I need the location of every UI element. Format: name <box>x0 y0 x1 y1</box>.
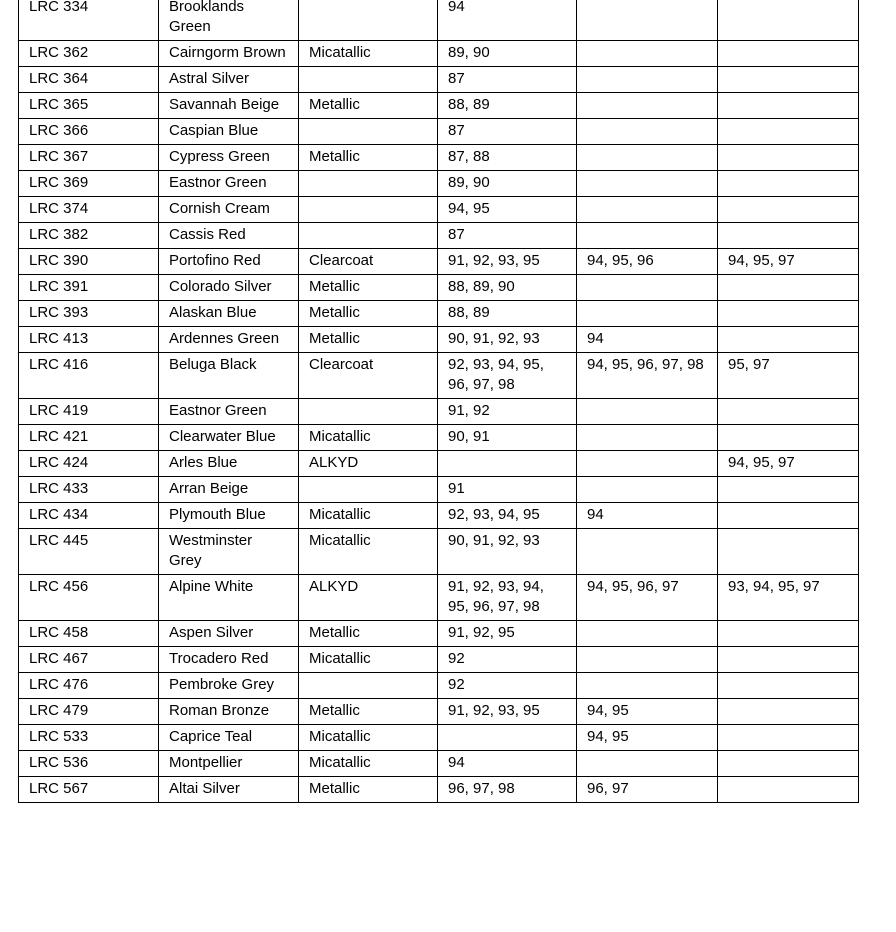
colour-name-cell: Colorado Silver <box>159 275 299 301</box>
table-row <box>19 673 859 699</box>
table-row <box>19 197 859 223</box>
finish-type-cell: Micatallic <box>299 647 438 673</box>
years-column-a-cell: 91, 92, 95 <box>438 621 577 647</box>
finish-type-cell: Micatallic <box>299 425 438 451</box>
colour-name-cell: Westminster Grey <box>159 529 299 575</box>
table-row <box>19 751 859 777</box>
years-column-a-cell: 92, 93, 94, 95 <box>438 503 577 529</box>
paint-code-cell: LRC 416 <box>19 353 159 399</box>
years-column-a-cell: 87 <box>438 223 577 249</box>
colour-name-cell: Alpine White <box>159 575 299 621</box>
years-column-a-cell: 87 <box>438 67 577 93</box>
years-column-c-cell <box>718 41 859 67</box>
table-body <box>19 0 859 803</box>
years-column-a-cell: 90, 91 <box>438 425 577 451</box>
years-column-a-cell: 92 <box>438 647 577 673</box>
colour-name-cell: Cornish Cream <box>159 197 299 223</box>
years-column-a-cell <box>438 725 577 751</box>
finish-type-cell <box>299 223 438 249</box>
paint-code-cell: LRC 369 <box>19 171 159 197</box>
finish-type-cell <box>299 673 438 699</box>
colour-name-cell: Savannah Beige <box>159 93 299 119</box>
paint-code-cell: LRC 374 <box>19 197 159 223</box>
years-column-c-cell <box>718 647 859 673</box>
finish-type-cell: Metallic <box>299 327 438 353</box>
colour-name-cell: Cassis Red <box>159 223 299 249</box>
years-column-c-cell <box>718 477 859 503</box>
finish-type-cell: Metallic <box>299 621 438 647</box>
years-column-c-cell <box>718 621 859 647</box>
years-column-c-cell <box>718 171 859 197</box>
years-column-a-cell: 88, 89, 90 <box>438 275 577 301</box>
colour-name-cell: Aspen Silver <box>159 621 299 647</box>
paint-code-cell: LRC 334 <box>19 0 159 41</box>
years-column-a-cell: 94, 95 <box>438 197 577 223</box>
paint-code-cell: LRC 536 <box>19 751 159 777</box>
finish-type-cell: ALKYD <box>299 451 438 477</box>
years-column-a-cell: 91, 92 <box>438 399 577 425</box>
finish-type-cell: Micatallic <box>299 725 438 751</box>
paint-code-table <box>18 0 859 803</box>
finish-type-cell <box>299 67 438 93</box>
table-row <box>19 93 859 119</box>
colour-name-cell: Caspian Blue <box>159 119 299 145</box>
years-column-b-cell <box>577 145 718 171</box>
paint-code-cell: LRC 366 <box>19 119 159 145</box>
finish-type-cell: Micatallic <box>299 41 438 67</box>
table-row <box>19 477 859 503</box>
years-column-a-cell: 91, 92, 93, 94, 95, 96, 97, 98 <box>438 575 577 621</box>
years-column-a-cell: 87, 88 <box>438 145 577 171</box>
table-row <box>19 145 859 171</box>
years-column-a-cell: 87 <box>438 119 577 145</box>
years-column-b-cell <box>577 93 718 119</box>
finish-type-cell: Micatallic <box>299 503 438 529</box>
paint-code-cell: LRC 476 <box>19 673 159 699</box>
paint-code-cell: LRC 362 <box>19 41 159 67</box>
colour-name-cell: Eastnor Green <box>159 399 299 425</box>
paint-code-cell: LRC 467 <box>19 647 159 673</box>
years-column-c-cell: 94, 95, 97 <box>718 249 859 275</box>
colour-name-cell: Plymouth Blue <box>159 503 299 529</box>
finish-type-cell <box>299 399 438 425</box>
paint-code-cell: LRC 567 <box>19 777 159 803</box>
finish-type-cell: Micatallic <box>299 751 438 777</box>
years-column-c-cell <box>718 777 859 803</box>
years-column-a-cell: 89, 90 <box>438 171 577 197</box>
colour-name-cell: Brooklands Green <box>159 0 299 41</box>
years-column-c-cell <box>718 673 859 699</box>
finish-type-cell: Metallic <box>299 145 438 171</box>
finish-type-cell: Clearcoat <box>299 353 438 399</box>
table-row <box>19 575 859 621</box>
paint-code-cell: LRC 456 <box>19 575 159 621</box>
table-row <box>19 0 859 41</box>
years-column-c-cell <box>718 425 859 451</box>
colour-name-cell: Cypress Green <box>159 145 299 171</box>
years-column-b-cell <box>577 171 718 197</box>
colour-name-cell: Montpellier <box>159 751 299 777</box>
colour-name-cell: Pembroke Grey <box>159 673 299 699</box>
paint-code-cell: LRC 434 <box>19 503 159 529</box>
years-column-b-cell: 94, 95 <box>577 699 718 725</box>
years-column-c-cell <box>718 751 859 777</box>
table-row <box>19 301 859 327</box>
finish-type-cell <box>299 0 438 41</box>
finish-type-cell: Micatallic <box>299 529 438 575</box>
finish-type-cell: Metallic <box>299 699 438 725</box>
years-column-c-cell: 93, 94, 95, 97 <box>718 575 859 621</box>
table-row <box>19 621 859 647</box>
table-row <box>19 353 859 399</box>
paint-code-cell: LRC 382 <box>19 223 159 249</box>
years-column-a-cell: 94 <box>438 751 577 777</box>
years-column-a-cell: 90, 91, 92, 93 <box>438 529 577 575</box>
years-column-c-cell <box>718 145 859 171</box>
years-column-b-cell: 96, 97 <box>577 777 718 803</box>
years-column-c-cell <box>718 503 859 529</box>
paint-code-cell: LRC 391 <box>19 275 159 301</box>
table-row <box>19 529 859 575</box>
colour-name-cell: Alaskan Blue <box>159 301 299 327</box>
years-column-b-cell: 94, 95, 96, 97 <box>577 575 718 621</box>
finish-type-cell: Metallic <box>299 93 438 119</box>
colour-name-cell: Astral Silver <box>159 67 299 93</box>
table-row <box>19 171 859 197</box>
years-column-b-cell: 94, 95 <box>577 725 718 751</box>
finish-type-cell <box>299 171 438 197</box>
table-row <box>19 249 859 275</box>
table-row <box>19 327 859 353</box>
table-row <box>19 275 859 301</box>
years-column-c-cell <box>718 197 859 223</box>
colour-name-cell: Cairngorm Brown <box>159 41 299 67</box>
years-column-c-cell <box>718 93 859 119</box>
years-column-b-cell <box>577 0 718 41</box>
table-row <box>19 425 859 451</box>
paint-code-cell: LRC 445 <box>19 529 159 575</box>
table-row <box>19 725 859 751</box>
years-column-c-cell: 94, 95, 97 <box>718 451 859 477</box>
table-row <box>19 119 859 145</box>
table-row <box>19 647 859 673</box>
paint-code-cell: LRC 433 <box>19 477 159 503</box>
table-row <box>19 223 859 249</box>
years-column-a-cell: 88, 89 <box>438 93 577 119</box>
finish-type-cell <box>299 119 438 145</box>
years-column-b-cell: 94, 95, 96, 97, 98 <box>577 353 718 399</box>
years-column-b-cell <box>577 223 718 249</box>
years-column-c-cell <box>718 275 859 301</box>
years-column-c-cell <box>718 399 859 425</box>
colour-name-cell: Clearwater Blue <box>159 425 299 451</box>
table-row <box>19 699 859 725</box>
paint-code-cell: LRC 421 <box>19 425 159 451</box>
years-column-c-cell <box>718 67 859 93</box>
paint-code-cell: LRC 413 <box>19 327 159 353</box>
years-column-b-cell <box>577 621 718 647</box>
years-column-c-cell <box>718 529 859 575</box>
paint-code-cell: LRC 393 <box>19 301 159 327</box>
paint-code-cell: LRC 419 <box>19 399 159 425</box>
table-row <box>19 777 859 803</box>
paint-code-cell: LRC 458 <box>19 621 159 647</box>
years-column-b-cell <box>577 751 718 777</box>
years-column-a-cell: 92, 93, 94, 95, 96, 97, 98 <box>438 353 577 399</box>
paint-code-cell: LRC 479 <box>19 699 159 725</box>
paint-code-cell: LRC 367 <box>19 145 159 171</box>
colour-name-cell: Eastnor Green <box>159 171 299 197</box>
finish-type-cell <box>299 197 438 223</box>
paint-code-cell: LRC 390 <box>19 249 159 275</box>
years-column-b-cell <box>577 41 718 67</box>
years-column-b-cell: 94 <box>577 503 718 529</box>
years-column-c-cell <box>718 301 859 327</box>
paint-code-cell: LRC 424 <box>19 451 159 477</box>
years-column-a-cell: 88, 89 <box>438 301 577 327</box>
years-column-a-cell: 91 <box>438 477 577 503</box>
years-column-b-cell <box>577 477 718 503</box>
colour-name-cell: Caprice Teal <box>159 725 299 751</box>
years-column-a-cell: 90, 91, 92, 93 <box>438 327 577 353</box>
years-column-b-cell <box>577 673 718 699</box>
colour-name-cell: Ardennes Green <box>159 327 299 353</box>
years-column-b-cell <box>577 451 718 477</box>
colour-name-cell: Arles Blue <box>159 451 299 477</box>
table-row <box>19 41 859 67</box>
years-column-c-cell <box>718 119 859 145</box>
years-column-c-cell <box>718 699 859 725</box>
years-column-b-cell <box>577 119 718 145</box>
years-column-b-cell <box>577 67 718 93</box>
finish-type-cell: Metallic <box>299 301 438 327</box>
table-row <box>19 451 859 477</box>
years-column-a-cell: 89, 90 <box>438 41 577 67</box>
colour-name-cell: Roman Bronze <box>159 699 299 725</box>
table-row <box>19 399 859 425</box>
years-column-b-cell <box>577 275 718 301</box>
years-column-a-cell: 94 <box>438 0 577 41</box>
finish-type-cell: ALKYD <box>299 575 438 621</box>
paint-code-cell: LRC 365 <box>19 93 159 119</box>
finish-type-cell: Clearcoat <box>299 249 438 275</box>
years-column-a-cell: 91, 92, 93, 95 <box>438 699 577 725</box>
table-row <box>19 503 859 529</box>
years-column-b-cell <box>577 399 718 425</box>
years-column-c-cell <box>718 327 859 353</box>
years-column-a-cell: 91, 92, 93, 95 <box>438 249 577 275</box>
years-column-b-cell <box>577 647 718 673</box>
years-column-a-cell <box>438 451 577 477</box>
finish-type-cell: Metallic <box>299 777 438 803</box>
years-column-c-cell <box>718 223 859 249</box>
years-column-b-cell: 94 <box>577 327 718 353</box>
colour-name-cell: Trocadero Red <box>159 647 299 673</box>
years-column-a-cell: 96, 97, 98 <box>438 777 577 803</box>
years-column-b-cell <box>577 425 718 451</box>
colour-name-cell: Altai Silver <box>159 777 299 803</box>
finish-type-cell <box>299 477 438 503</box>
paint-code-cell: LRC 533 <box>19 725 159 751</box>
years-column-b-cell <box>577 529 718 575</box>
colour-name-cell: Portofino Red <box>159 249 299 275</box>
years-column-b-cell <box>577 301 718 327</box>
years-column-a-cell: 92 <box>438 673 577 699</box>
years-column-c-cell <box>718 0 859 41</box>
years-column-c-cell: 95, 97 <box>718 353 859 399</box>
years-column-b-cell: 94, 95, 96 <box>577 249 718 275</box>
table-row <box>19 67 859 93</box>
paint-code-cell: LRC 364 <box>19 67 159 93</box>
colour-name-cell: Arran Beige <box>159 477 299 503</box>
colour-name-cell: Beluga Black <box>159 353 299 399</box>
years-column-c-cell <box>718 725 859 751</box>
years-column-b-cell <box>577 197 718 223</box>
finish-type-cell: Metallic <box>299 275 438 301</box>
